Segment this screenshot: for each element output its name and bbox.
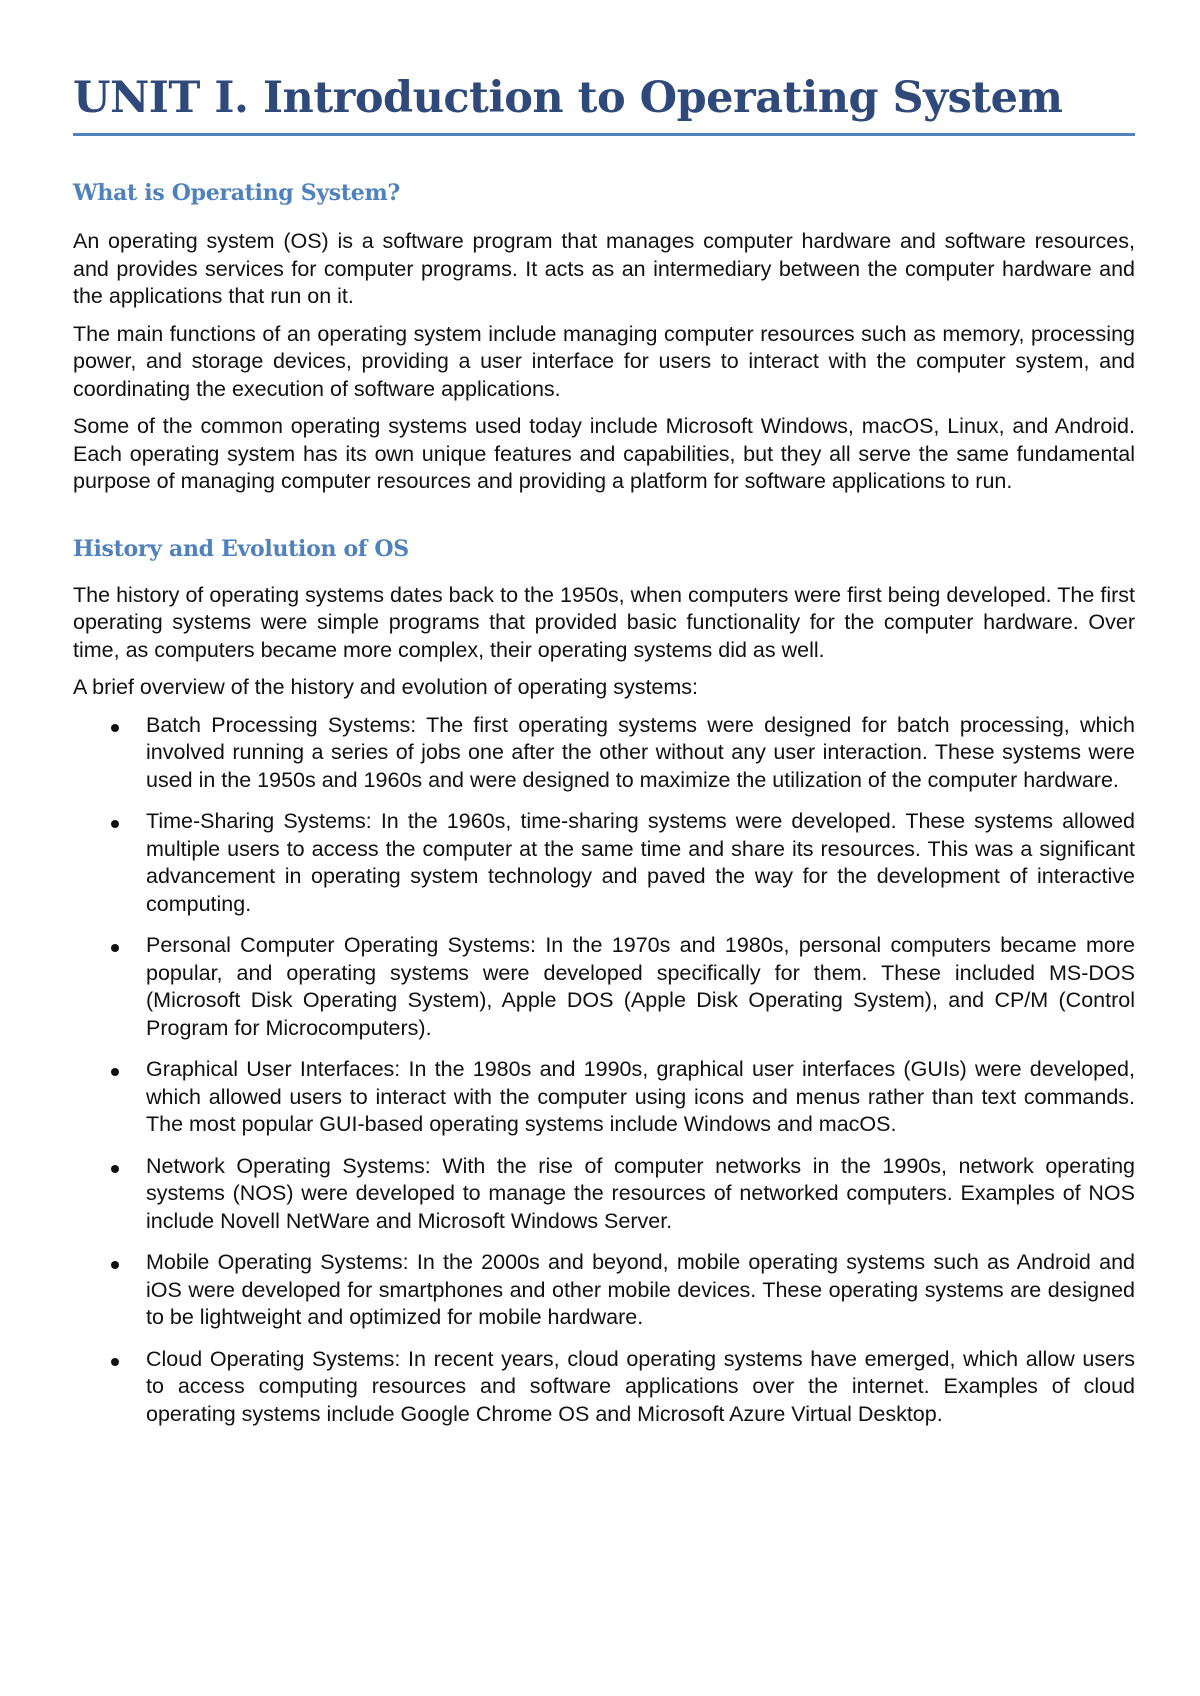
section-heading: History and Evolution of OS: [73, 535, 409, 562]
document-page: [73, 74, 1135, 1442]
bullet-dot-icon: [111, 1261, 119, 1269]
list-item: [73, 1346, 1135, 1429]
page-title: UNIT I. Introduction to Operating System: [73, 73, 1063, 123]
bullet-list: [73, 712, 1135, 1429]
list-item-text: Batch Processing Systems: The first operating systems were designed for batch processing, which involved running a series of jobs one after the other without any user interaction. These systems were used in the 1950s and 1960s and were designed to maximize the utilization of the computer hardware.: [146, 712, 1135, 792]
list-item-text: Cloud Operating Systems: In recent years, cloud operating systems have emerged, which allow users to access computing resources and software applications over the internet. Examples of cloud operating systems include Google Chrome OS and Microsoft Azure Virtual Desktop.: [146, 1346, 1135, 1426]
list-item-text: Time-Sharing Systems: In the 1960s, time-sharing systems were developed. These systems allowed multiple users to access the computer at the same time and share its resources. This was a significant advancement in operating system technology and paved the way for the development of interactive computing.: [146, 809, 1135, 916]
list-item: [73, 932, 1135, 1042]
title-underline-rule: [73, 133, 1135, 136]
list-item-text: Personal Computer Operating Systems: In the 1970s and 1980s, personal computers became more popular, and operating systems were developed specifically for them. These included MS-DOS (Microsoft Disk Operating System), Apple DOS (Apple Disk Operating System), and CP/M (Control Program for Microcomputers).: [146, 933, 1135, 1040]
list-item: [73, 1056, 1135, 1139]
list-item-text: Mobile Operating Systems: In the 2000s and beyond, mobile operating systems such as Android and iOS were developed for smartphones and other mobile devices. These operating systems are designed to be lightweight and optimized for mobile hardware.: [146, 1250, 1135, 1330]
list-item: [73, 1153, 1135, 1236]
list-item: [73, 712, 1135, 795]
paragraph: The main functions of an operating system include managing computer resources such as memory, processing power, and storage devices, providing a user interface for users to interact with the computer system, and coordinating the execution of software applications.: [73, 321, 1135, 401]
list-item: [73, 808, 1135, 918]
bullet-dot-icon: [111, 820, 119, 828]
paragraph: An operating system (OS) is a software program that manages computer hardware and software resources, and provides services for computer programs. It acts as an intermediary between the computer hardware and the applications that run on it.: [73, 229, 1135, 309]
bullet-dot-icon: [111, 1165, 119, 1173]
paragraph: Some of the common operating systems used today include Microsoft Windows, macOS, Linux, and Android. Each operating system has its own unique features and capabilities, but they all serve the same fundamental purpose of managing computer resources and providing a platform for software applications to run.: [73, 414, 1135, 494]
section-history: [73, 536, 1135, 1429]
bullet-dot-icon: [111, 724, 119, 732]
paragraph: The history of operating systems dates back to the 1950s, when computers were first being developed. The first operating systems were simple programs that provided basic functionality for the computer hardware. Over time, as computers became more complex, their operating systems did as well.: [73, 582, 1135, 662]
bullet-dot-icon: [111, 1068, 119, 1076]
bullet-dot-icon: [111, 944, 119, 952]
list-item-text: Network Operating Systems: With the rise of computer networks in the 1990s, network operating systems (NOS) were developed to manage the resources of networked computers. Examples of NOS include Novell NetWare and Microsoft Windows Server.: [146, 1153, 1135, 1233]
bullet-dot-icon: [111, 1358, 119, 1366]
section-what-is-os: [73, 180, 1135, 496]
list-item-text: Graphical User Interfaces: In the 1980s and 1990s, graphical user interfaces (GUIs) were developed, which allowed users to interact with the computer using icons and menus rather than text commands. The most popular GUI-based operating systems include Windows and macOS.: [146, 1057, 1135, 1137]
paragraph: A brief overview of the history and evolution of operating systems:: [73, 675, 699, 700]
section-heading: What is Operating System?: [73, 180, 401, 207]
list-item: [73, 1249, 1135, 1332]
